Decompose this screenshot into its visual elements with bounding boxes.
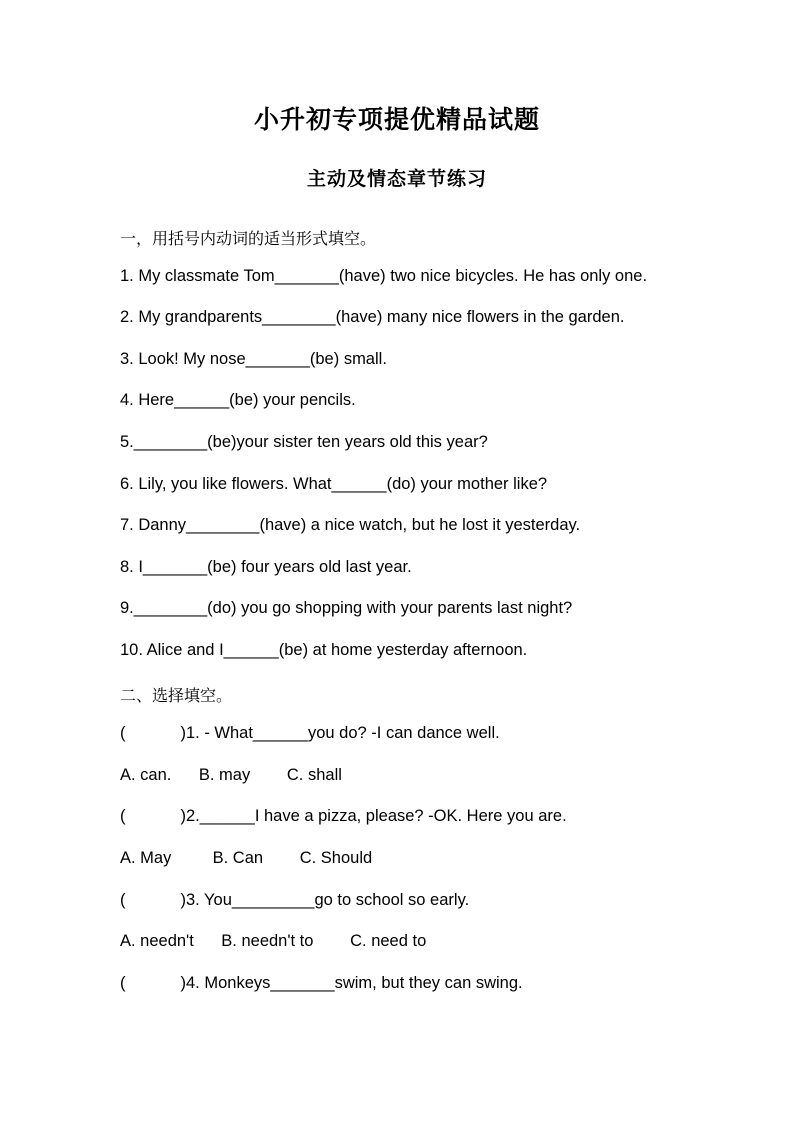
choice-question: ( )3. You_________go to school so early.	[120, 891, 470, 909]
choice-options: A. needn't B. needn't to C. need to	[120, 932, 427, 950]
choice-options: A. can. B. may C. shall	[120, 766, 342, 784]
choice-options: A. May B. Can C. Should	[120, 849, 373, 867]
document-title: 小升初专项提优精品试题	[253, 105, 540, 134]
choice-question: ( )4. Monkeys_______swim, but they can swing.	[120, 974, 523, 992]
section-heading-fill-in: 一，用括号内动词的适当形式填空。	[120, 229, 377, 248]
question-line: 6. Lily, you like flowers. What______(do) your mother like?	[120, 475, 548, 493]
question-line: 10. Alice and I______(be) at home yesterday afternoon.	[120, 641, 528, 659]
question-line: 7. Danny________(have) a nice watch, but he lost it yesterday.	[120, 516, 581, 534]
question-line: 4. Here______(be) your pencils.	[120, 391, 356, 409]
question-line: 8. I_______(be) four years old last year.	[120, 558, 412, 576]
section-heading-multiple-choice: 二、选择填空。	[120, 686, 233, 705]
question-line: 1. My classmate Tom_______(have) two nice bicycles. He has only one.	[120, 267, 648, 285]
question-line: 9.________(do) you go shopping with your parents last night?	[120, 599, 573, 617]
question-line: 5.________(be)your sister ten years old this year?	[120, 433, 488, 451]
choice-question: ( )2.______I have a pizza, please? -OK. Here you are.	[120, 807, 567, 825]
question-line: 3. Look! My nose_______(be) small.	[120, 350, 387, 368]
document-subtitle: 主动及情态章节练习	[306, 168, 487, 190]
question-line: 2. My grandparents________(have) many nice flowers in the garden.	[120, 308, 625, 326]
choice-question: ( )1. - What______you do? -I can dance well.	[120, 724, 500, 742]
